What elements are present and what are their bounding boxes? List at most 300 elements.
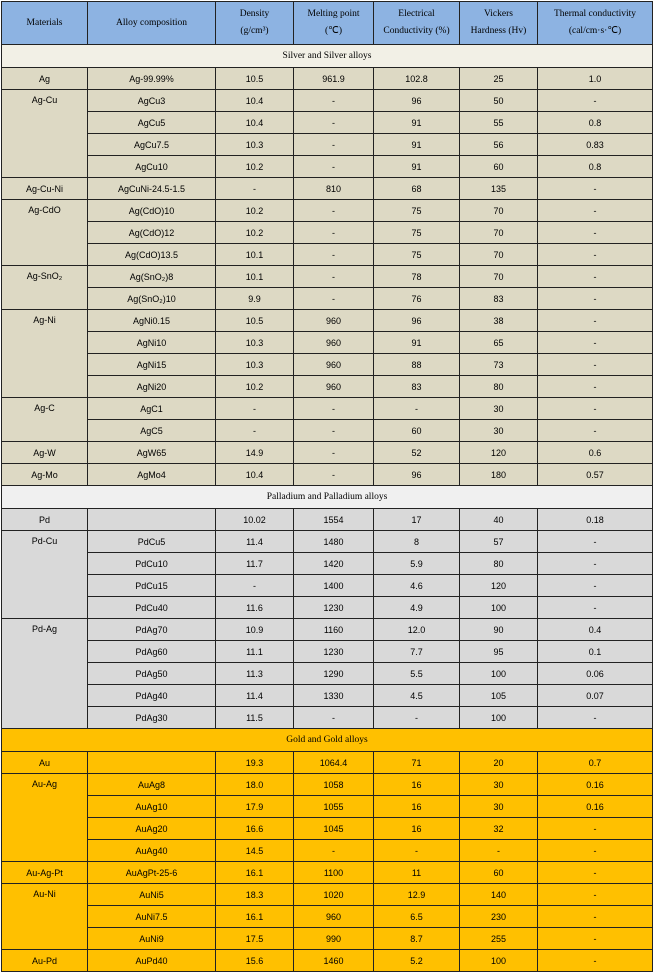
- melting-point-cell: 1230: [294, 597, 374, 619]
- density-cell: 18.0: [216, 774, 294, 796]
- conductivity-cell: 102.8: [374, 68, 460, 90]
- hardness-cell: 20: [460, 752, 538, 774]
- density-cell: -: [216, 178, 294, 200]
- header-electrical-conductivity: [374, 2, 460, 45]
- density-cell: 16.6: [216, 818, 294, 840]
- material-cell: Ag-Mo: [2, 464, 88, 486]
- table-row: [2, 752, 653, 774]
- table-row: [2, 950, 653, 972]
- conductivity-cell: 75: [374, 200, 460, 222]
- density-cell: 11.7: [216, 553, 294, 575]
- table-row: [2, 420, 653, 442]
- header-vickers-hardness: [460, 2, 538, 45]
- alloy-composition-cell: AgNi20: [88, 376, 216, 398]
- hardness-cell: 56: [460, 134, 538, 156]
- hardness-cell: 70: [460, 244, 538, 266]
- melting-point-cell: 1290: [294, 663, 374, 685]
- thermal-conductivity-cell: -: [538, 707, 653, 729]
- conductivity-cell: 6.5: [374, 906, 460, 928]
- hardness-cell: 60: [460, 862, 538, 884]
- alloy-composition-cell: AuAg8: [88, 774, 216, 796]
- alloy-composition-cell: AgCu10: [88, 156, 216, 178]
- melting-point-cell: 990: [294, 928, 374, 950]
- hardness-cell: 70: [460, 222, 538, 244]
- density-cell: -: [216, 420, 294, 442]
- table-row: [2, 553, 653, 575]
- thermal-conductivity-cell: 0.06: [538, 663, 653, 685]
- table-row: [2, 685, 653, 707]
- material-cell: Ag: [2, 68, 88, 90]
- hardness-cell: 70: [460, 266, 538, 288]
- conductivity-cell: 71: [374, 752, 460, 774]
- hardness-cell: 180: [460, 464, 538, 486]
- density-cell: -: [216, 398, 294, 420]
- table-row: [2, 509, 653, 531]
- alloy-composition-cell: Ag(CdO)12: [88, 222, 216, 244]
- conductivity-cell: 8.7: [374, 928, 460, 950]
- conductivity-cell: 5.5: [374, 663, 460, 685]
- alloy-composition-cell: PdCu15: [88, 575, 216, 597]
- melting-point-cell: 960: [294, 376, 374, 398]
- header-label: Density: [239, 9, 270, 19]
- material-cell: Ag-CdO: [2, 200, 88, 266]
- hardness-cell: 30: [460, 774, 538, 796]
- density-cell: 15.6: [216, 950, 294, 972]
- conductivity-cell: 4.9: [374, 597, 460, 619]
- hardness-cell: 105: [460, 685, 538, 707]
- thermal-conductivity-cell: -: [538, 200, 653, 222]
- density-cell: -: [216, 575, 294, 597]
- hardness-cell: 83: [460, 288, 538, 310]
- alloy-composition-cell: AgC1: [88, 398, 216, 420]
- hardness-cell: 30: [460, 420, 538, 442]
- density-cell: 10.3: [216, 354, 294, 376]
- density-cell: 11.5: [216, 707, 294, 729]
- conductivity-cell: 16: [374, 818, 460, 840]
- hardness-cell: 30: [460, 398, 538, 420]
- melting-point-cell: -: [294, 398, 374, 420]
- thermal-conductivity-cell: 0.1: [538, 641, 653, 663]
- header-unit: (cal/cm·s·℃): [568, 26, 622, 36]
- header-thermal-conductivity: [538, 2, 653, 45]
- hardness-cell: 60: [460, 156, 538, 178]
- melting-point-cell: 1058: [294, 774, 374, 796]
- density-cell: 10.02: [216, 509, 294, 531]
- header-unit: (℃): [325, 26, 342, 36]
- hardness-cell: 100: [460, 707, 538, 729]
- table-row: [2, 376, 653, 398]
- melting-point-cell: 960: [294, 906, 374, 928]
- melting-point-cell: -: [294, 156, 374, 178]
- conductivity-cell: 5.9: [374, 553, 460, 575]
- table-row: [2, 332, 653, 354]
- melting-point-cell: -: [294, 420, 374, 442]
- alloy-composition-cell: PdAg40: [88, 685, 216, 707]
- header-unit: (g/cm³): [240, 26, 269, 36]
- header-unit: Hardness (Hv): [470, 26, 527, 36]
- thermal-conductivity-cell: 0.57: [538, 464, 653, 486]
- density-cell: 14.9: [216, 442, 294, 464]
- alloy-composition-cell: PdAg60: [88, 641, 216, 663]
- table-row: [2, 840, 653, 862]
- table-row: [2, 222, 653, 244]
- header-label: Thermal conductivity: [553, 9, 637, 19]
- conductivity-cell: 75: [374, 222, 460, 244]
- header-melting-point: [294, 2, 374, 45]
- table-row: [2, 288, 653, 310]
- alloy-composition-cell: [88, 752, 216, 774]
- material-cell: Au-Ag-Pt: [2, 862, 88, 884]
- material-cell: Ag-C: [2, 398, 88, 442]
- hardness-cell: 140: [460, 884, 538, 906]
- melting-point-cell: 1460: [294, 950, 374, 972]
- melting-point-cell: 1230: [294, 641, 374, 663]
- melting-point-cell: 1480: [294, 531, 374, 553]
- material-cell: Ag-Cu: [2, 90, 88, 178]
- alloy-composition-cell: AuNi9: [88, 928, 216, 950]
- material-cell: Ag-Cu-Ni: [2, 178, 88, 200]
- density-cell: 19.3: [216, 752, 294, 774]
- alloy-composition-cell: PdAg30: [88, 707, 216, 729]
- hardness-cell: 55: [460, 112, 538, 134]
- melting-point-cell: 1554: [294, 509, 374, 531]
- header-density: [216, 2, 294, 45]
- material-cell: Au-Ag: [2, 774, 88, 862]
- conductivity-cell: 7.7: [374, 641, 460, 663]
- table-row: [2, 112, 653, 134]
- conductivity-cell: 52: [374, 442, 460, 464]
- density-cell: 10.2: [216, 156, 294, 178]
- density-cell: 11.4: [216, 531, 294, 553]
- hardness-cell: 70: [460, 200, 538, 222]
- density-cell: 11.6: [216, 597, 294, 619]
- density-cell: 11.4: [216, 685, 294, 707]
- density-cell: 10.4: [216, 112, 294, 134]
- hardness-cell: -: [460, 840, 538, 862]
- thermal-conductivity-cell: -: [538, 950, 653, 972]
- header-label: Electrical: [398, 9, 435, 19]
- table-row: [2, 354, 653, 376]
- material-cell: Au: [2, 752, 88, 774]
- alloy-composition-cell: AuAgPt-25-6: [88, 862, 216, 884]
- alloy-composition-cell: PdAg50: [88, 663, 216, 685]
- melting-point-cell: 1160: [294, 619, 374, 641]
- table-row: [2, 884, 653, 906]
- conductivity-cell: -: [374, 398, 460, 420]
- conductivity-cell: 4.6: [374, 575, 460, 597]
- conductivity-cell: 16: [374, 796, 460, 818]
- table-row: [2, 597, 653, 619]
- density-cell: 10.1: [216, 266, 294, 288]
- materials-properties-table: [1, 1, 653, 972]
- density-cell: 17.9: [216, 796, 294, 818]
- thermal-conductivity-cell: -: [538, 354, 653, 376]
- table-row: [2, 68, 653, 90]
- melting-point-cell: -: [294, 112, 374, 134]
- alloy-composition-cell: Ag(SnO₂)8: [88, 266, 216, 288]
- thermal-conductivity-cell: 0.18: [538, 509, 653, 531]
- conductivity-cell: 78: [374, 266, 460, 288]
- density-cell: 10.2: [216, 376, 294, 398]
- alloy-composition-cell: AuAg20: [88, 818, 216, 840]
- hardness-cell: 30: [460, 796, 538, 818]
- table-row: [2, 774, 653, 796]
- header-label: Vickers: [484, 9, 513, 19]
- conductivity-cell: 96: [374, 310, 460, 332]
- conductivity-cell: -: [374, 840, 460, 862]
- thermal-conductivity-cell: -: [538, 398, 653, 420]
- alloy-composition-cell: [88, 509, 216, 531]
- conductivity-cell: 11: [374, 862, 460, 884]
- density-cell: 10.4: [216, 464, 294, 486]
- table-row: [2, 178, 653, 200]
- alloy-composition-cell: Ag(CdO)13.5: [88, 244, 216, 266]
- alloy-composition-cell: Ag-99.99%: [88, 68, 216, 90]
- hardness-cell: 255: [460, 928, 538, 950]
- conductivity-cell: 60: [374, 420, 460, 442]
- table-row: [2, 266, 653, 288]
- density-cell: 16.1: [216, 906, 294, 928]
- table-row: [2, 244, 653, 266]
- table-row: [2, 928, 653, 950]
- table-row: [2, 796, 653, 818]
- density-cell: 18.3: [216, 884, 294, 906]
- section-title: Gold and Gold alloys: [2, 729, 653, 752]
- melting-point-cell: -: [294, 266, 374, 288]
- hardness-cell: 25: [460, 68, 538, 90]
- conductivity-cell: 75: [374, 244, 460, 266]
- material-cell: Ag-Ni: [2, 310, 88, 398]
- hardness-cell: 65: [460, 332, 538, 354]
- conductivity-cell: 5.2: [374, 950, 460, 972]
- table-row: [2, 641, 653, 663]
- section-title: Silver and Silver alloys: [2, 45, 653, 68]
- alloy-composition-cell: PdCu5: [88, 531, 216, 553]
- density-cell: 10.2: [216, 200, 294, 222]
- material-cell: Au-Ni: [2, 884, 88, 950]
- alloy-composition-cell: AgNi15: [88, 354, 216, 376]
- thermal-conductivity-cell: 0.83: [538, 134, 653, 156]
- header-materials: [2, 2, 88, 45]
- conductivity-cell: -: [374, 707, 460, 729]
- thermal-conductivity-cell: -: [538, 90, 653, 112]
- thermal-conductivity-cell: -: [538, 575, 653, 597]
- melting-point-cell: -: [294, 442, 374, 464]
- alloy-composition-cell: AgMo4: [88, 464, 216, 486]
- density-cell: 11.1: [216, 641, 294, 663]
- melting-point-cell: -: [294, 244, 374, 266]
- table-row: [2, 862, 653, 884]
- melting-point-cell: -: [294, 288, 374, 310]
- table-row: [2, 663, 653, 685]
- thermal-conductivity-cell: 0.8: [538, 156, 653, 178]
- density-cell: 17.5: [216, 928, 294, 950]
- density-cell: 14.5: [216, 840, 294, 862]
- thermal-conductivity-cell: -: [538, 178, 653, 200]
- header-label: Melting point: [307, 9, 360, 19]
- melting-point-cell: 1420: [294, 553, 374, 575]
- section-header-row: [2, 729, 653, 752]
- material-cell: Pd-Cu: [2, 531, 88, 619]
- thermal-conductivity-cell: 0.4: [538, 619, 653, 641]
- table-row: [2, 575, 653, 597]
- material-cell: Ag-W: [2, 442, 88, 464]
- conductivity-cell: 17: [374, 509, 460, 531]
- melting-point-cell: 1064.4: [294, 752, 374, 774]
- thermal-conductivity-cell: -: [538, 840, 653, 862]
- alloy-composition-cell: AuNi5: [88, 884, 216, 906]
- melting-point-cell: 810: [294, 178, 374, 200]
- melting-point-cell: -: [294, 200, 374, 222]
- header-alloy-composition: [88, 2, 216, 45]
- alloy-composition-cell: PdCu40: [88, 597, 216, 619]
- thermal-conductivity-cell: -: [538, 553, 653, 575]
- melting-point-cell: -: [294, 707, 374, 729]
- material-cell: Au-Pd: [2, 950, 88, 972]
- melting-point-cell: 961.9: [294, 68, 374, 90]
- thermal-conductivity-cell: 0.07: [538, 685, 653, 707]
- thermal-conductivity-cell: -: [538, 928, 653, 950]
- conductivity-cell: 83: [374, 376, 460, 398]
- melting-point-cell: -: [294, 464, 374, 486]
- density-cell: 11.3: [216, 663, 294, 685]
- melting-point-cell: 1330: [294, 685, 374, 707]
- thermal-conductivity-cell: 0.7: [538, 752, 653, 774]
- density-cell: 10.4: [216, 90, 294, 112]
- hardness-cell: 32: [460, 818, 538, 840]
- conductivity-cell: 96: [374, 90, 460, 112]
- table-row: [2, 134, 653, 156]
- thermal-conductivity-cell: -: [538, 376, 653, 398]
- alloy-composition-cell: AgNi10: [88, 332, 216, 354]
- conductivity-cell: 88: [374, 354, 460, 376]
- section-header-row: [2, 45, 653, 68]
- conductivity-cell: 16: [374, 774, 460, 796]
- conductivity-cell: 4.5: [374, 685, 460, 707]
- density-cell: 10.2: [216, 222, 294, 244]
- header-label: Alloy composition: [116, 17, 187, 28]
- melting-point-cell: -: [294, 840, 374, 862]
- table-header: [2, 2, 653, 45]
- alloy-composition-cell: AgCu3: [88, 90, 216, 112]
- alloy-composition-cell: AgNi0.15: [88, 310, 216, 332]
- table-row: [2, 531, 653, 553]
- hardness-cell: 38: [460, 310, 538, 332]
- density-cell: 10.3: [216, 134, 294, 156]
- alloy-composition-cell: AgW65: [88, 442, 216, 464]
- melting-point-cell: 1020: [294, 884, 374, 906]
- alloy-composition-cell: PdAg70: [88, 619, 216, 641]
- density-cell: 10.1: [216, 244, 294, 266]
- conductivity-cell: 91: [374, 156, 460, 178]
- melting-point-cell: -: [294, 90, 374, 112]
- density-cell: 9.9: [216, 288, 294, 310]
- header-label: Materials: [26, 17, 63, 28]
- melting-point-cell: 1045: [294, 818, 374, 840]
- conductivity-cell: 12.9: [374, 884, 460, 906]
- hardness-cell: 120: [460, 442, 538, 464]
- density-cell: 16.1: [216, 862, 294, 884]
- table-row: [2, 707, 653, 729]
- thermal-conductivity-cell: -: [538, 332, 653, 354]
- alloy-composition-cell: AgCu7.5: [88, 134, 216, 156]
- table-body: [2, 45, 653, 972]
- density-cell: 10.5: [216, 310, 294, 332]
- conductivity-cell: 96: [374, 464, 460, 486]
- alloy-composition-cell: Ag(SnO₂)10: [88, 288, 216, 310]
- hardness-cell: 73: [460, 354, 538, 376]
- conductivity-cell: 76: [374, 288, 460, 310]
- section-title: Palladium and Palladium alloys: [2, 486, 653, 509]
- table-row: [2, 464, 653, 486]
- hardness-cell: 80: [460, 376, 538, 398]
- material-cell: Pd-Ag: [2, 619, 88, 729]
- hardness-cell: 50: [460, 90, 538, 112]
- alloy-composition-cell: AgCu5: [88, 112, 216, 134]
- hardness-cell: 100: [460, 663, 538, 685]
- table-row: [2, 818, 653, 840]
- alloy-composition-cell: AuAg10: [88, 796, 216, 818]
- alloy-composition-cell: AuPd40: [88, 950, 216, 972]
- conductivity-cell: 91: [374, 112, 460, 134]
- table-row: [2, 442, 653, 464]
- table-row: [2, 619, 653, 641]
- thermal-conductivity-cell: 0.16: [538, 796, 653, 818]
- hardness-cell: 230: [460, 906, 538, 928]
- thermal-conductivity-cell: 0.8: [538, 112, 653, 134]
- thermal-conductivity-cell: -: [538, 266, 653, 288]
- conductivity-cell: 91: [374, 134, 460, 156]
- conductivity-cell: 12.0: [374, 619, 460, 641]
- alloy-composition-cell: Ag(CdO)10: [88, 200, 216, 222]
- conductivity-cell: 91: [374, 332, 460, 354]
- hardness-cell: 100: [460, 597, 538, 619]
- thermal-conductivity-cell: -: [538, 906, 653, 928]
- thermal-conductivity-cell: -: [538, 818, 653, 840]
- thermal-conductivity-cell: -: [538, 244, 653, 266]
- table-row: [2, 398, 653, 420]
- section-header-row: [2, 486, 653, 509]
- density-cell: 10.3: [216, 332, 294, 354]
- melting-point-cell: 1055: [294, 796, 374, 818]
- hardness-cell: 90: [460, 619, 538, 641]
- table-row: [2, 90, 653, 112]
- melting-point-cell: 960: [294, 332, 374, 354]
- thermal-conductivity-cell: 1.0: [538, 68, 653, 90]
- thermal-conductivity-cell: -: [538, 420, 653, 442]
- thermal-conductivity-cell: -: [538, 222, 653, 244]
- density-cell: 10.5: [216, 68, 294, 90]
- hardness-cell: 95: [460, 641, 538, 663]
- thermal-conductivity-cell: -: [538, 597, 653, 619]
- alloy-composition-cell: AgC5: [88, 420, 216, 442]
- alloy-composition-cell: AuNi7.5: [88, 906, 216, 928]
- melting-point-cell: 1100: [294, 862, 374, 884]
- table-row: [2, 310, 653, 332]
- hardness-cell: 40: [460, 509, 538, 531]
- thermal-conductivity-cell: -: [538, 531, 653, 553]
- table-row: [2, 200, 653, 222]
- melting-point-cell: -: [294, 222, 374, 244]
- alloy-composition-cell: AgCuNi-24.5-1.5: [88, 178, 216, 200]
- thermal-conductivity-cell: -: [538, 862, 653, 884]
- thermal-conductivity-cell: -: [538, 310, 653, 332]
- hardness-cell: 120: [460, 575, 538, 597]
- alloy-composition-cell: AuAg40: [88, 840, 216, 862]
- thermal-conductivity-cell: 0.6: [538, 442, 653, 464]
- conductivity-cell: 8: [374, 531, 460, 553]
- material-cell: Ag-SnO₂: [2, 266, 88, 310]
